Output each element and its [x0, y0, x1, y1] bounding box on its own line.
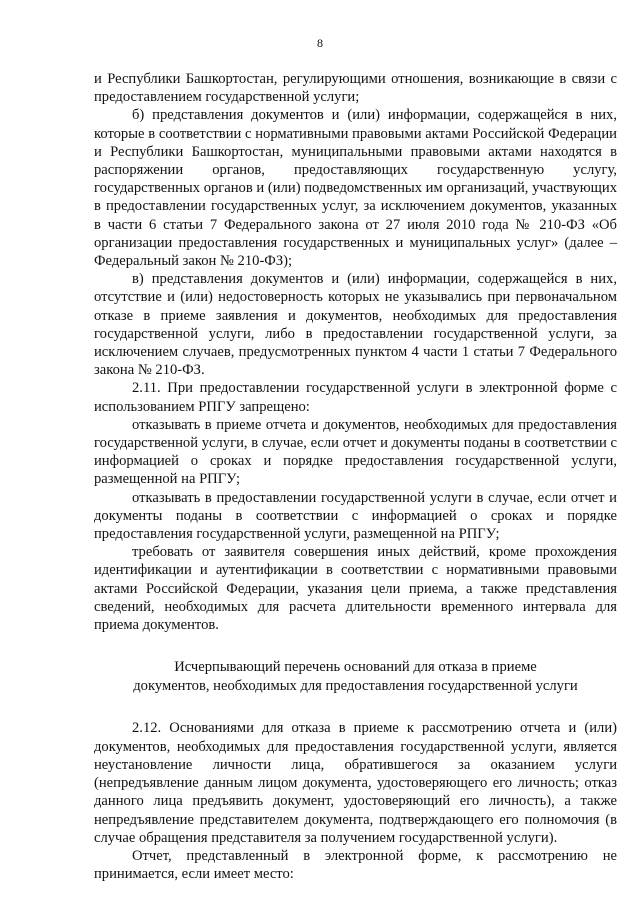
- paragraph-prohibition-3: требовать от заявителя совершения иных действий, кроме прохождения идентификации и аутентификации в соответствии с нормативными правовыми актами Российской Федерации, указания цели приема, а также представления сведений, необходимых для расчета длительности временного интервала для приема документов.: [94, 544, 617, 634]
- section-heading-line1: Исчерпывающий перечень оснований для отказа в приеме: [174, 659, 537, 676]
- section-heading: [94, 658, 617, 695]
- paragraph-prohibition-2: отказывать в предоставлении государственной услуги в случае, если отчет и документы поданы в соответствии с информацией о сроках и порядке предоставления государственной услуги, размещенной на РПГУ;: [94, 489, 617, 543]
- paragraph-item-b: б) представления документов и (или) информации, содержащейся в них, которые в соответствии с нормативными правовыми актами Российской Федерации и Республики Башкортостан, муниципальными правовыми актами находятся в распоряжении органов, предоставляющих государственную услугу, государственных органов и (или) подведомственных им организаций, участвующих в предоставлении государственных услуг, за исключением документов, указанных в части 6 статьи 7 Федерального закона от 27 июля 2010 года № 210-ФЗ «Об организации предоставления государственных и муниципальных услуг» (далее – Федеральный закон № 210-ФЗ);: [94, 107, 617, 270]
- page-number: 8: [317, 36, 323, 50]
- paragraph-continuation: и Республики Башкортостан, регулирующими отношения, возникающие в связи с предоставлением государственной услуги;: [94, 71, 617, 106]
- paragraph-item-v: в) представления документов и (или) информации, содержащейся в них, отсутствие и (или) недостоверность которых не указывались при первоначальном отказе в приеме заявления и документов, необходимых для предоставления государственной услуги, либо в предоставлении государственной услуги, за исключением случаев, предусмотренных пунктом 4 части 1 статьи 7 Федерального закона № 210-ФЗ.: [94, 271, 617, 379]
- section-heading-line2: документов, необходимых для предоставления государственной услуги: [133, 677, 578, 694]
- paragraph-report-not-accepted: Отчет, представленный в электронной форме, к рассмотрению не принимается, если имеет место:: [94, 847, 617, 883]
- paragraph-prohibition-1: отказывать в приеме отчета и документов, необходимых для предоставления государственной услуги, в случае, если отчет и документы поданы в соответствии с информацией о сроках и порядке предоставления государственной услуги, размещенной на РПГУ;: [94, 416, 617, 488]
- paragraph-2-12: 2.12. Основаниями для отказа в приеме к рассмотрению отчета и (или) документов, необходимых для предоставления государственной услуги, является неустановление личности лица, обратившегося за оказанием услуги (непредъявление данным лицом документа, удостоверяющего его личность; отказ данного лица предъявить документ, удостоверяющий его личность), а также непредъявление представителем документа, подтверждающего его полномочия (в случае обращения представителя за получением государственной услуги).: [94, 720, 617, 846]
- document-body: [94, 70, 617, 883]
- paragraph-2-11: 2.11. При предоставлении государственной услуги в электронной форме с использованием РПГУ запрещено:: [94, 380, 617, 415]
